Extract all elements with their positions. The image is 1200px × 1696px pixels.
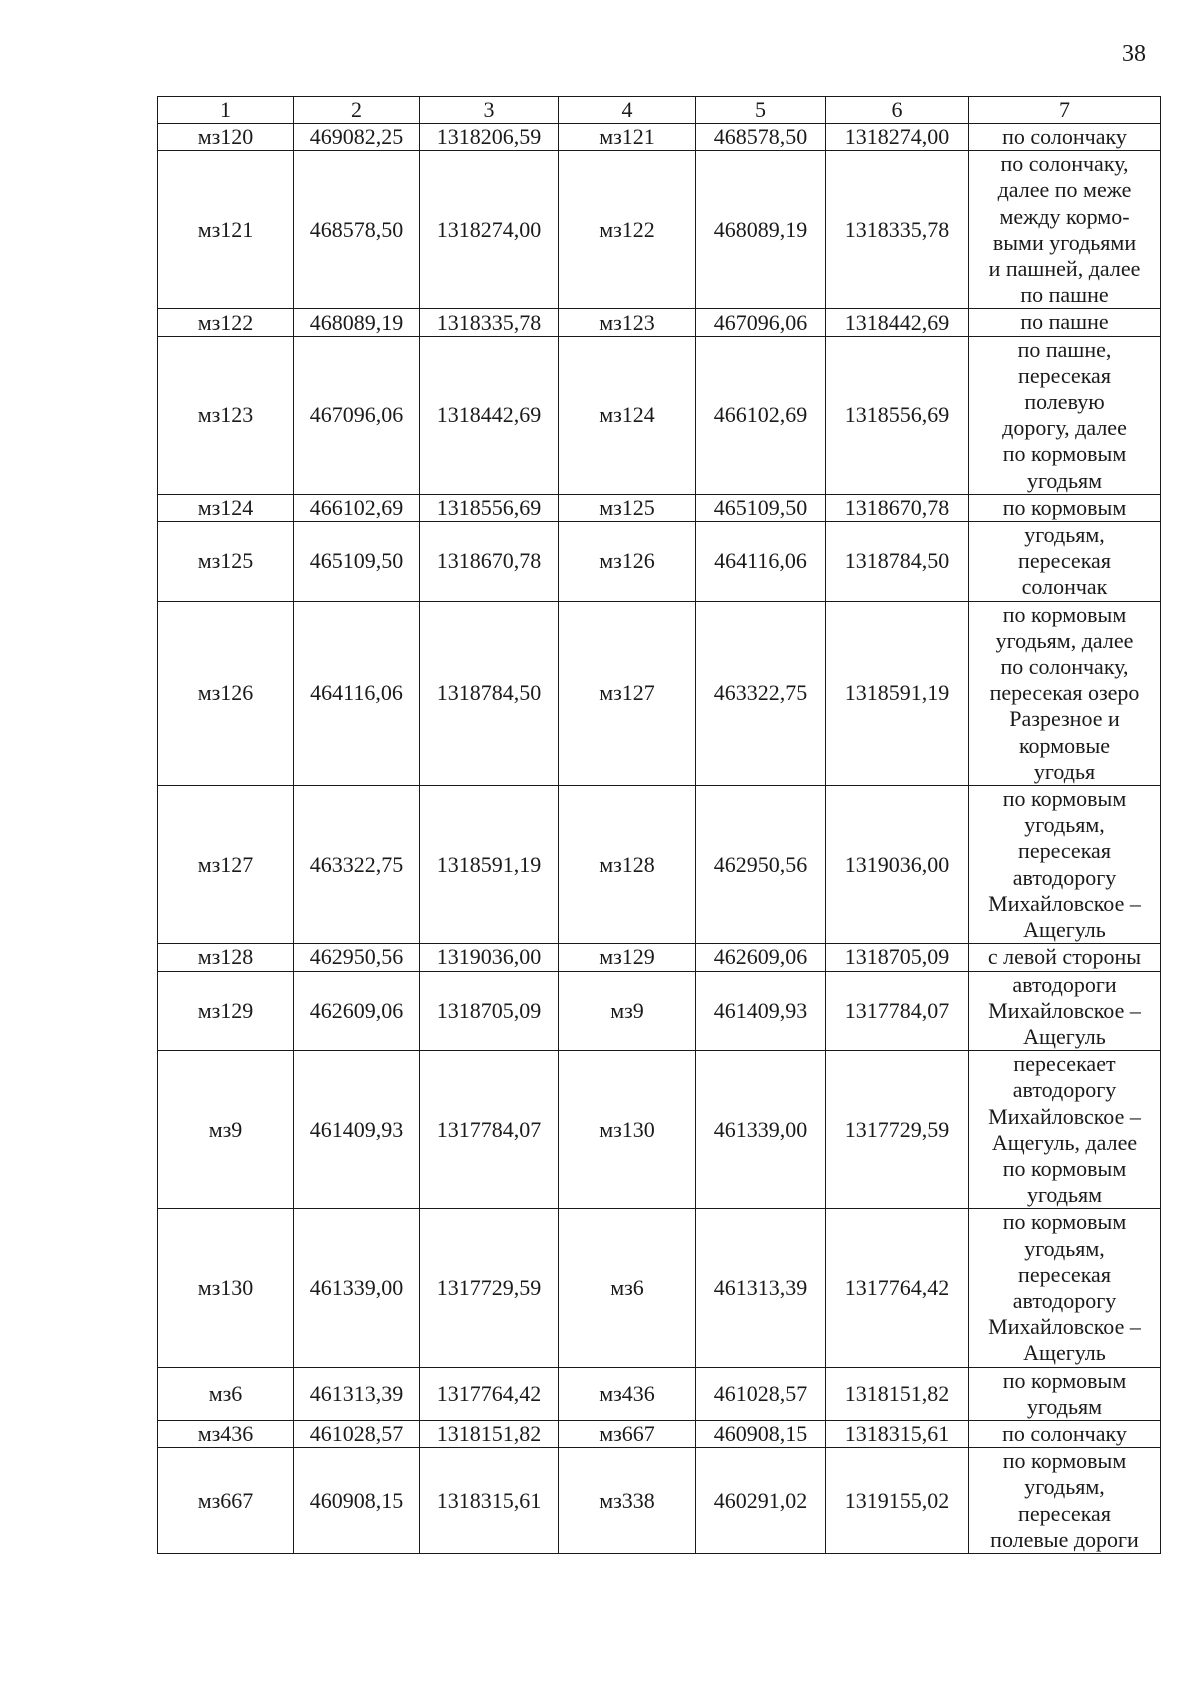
- description-cell: по пашне, пересекая полевую дорогу, далее по кормовым угодьям: [969, 336, 1161, 494]
- from-point-cell: мз123: [158, 336, 294, 494]
- description-cell: по кормовым угодьям, пересекая автодорогу Михайловское – Ащегуль: [969, 786, 1161, 944]
- table-row: [158, 944, 1161, 971]
- from-y-cell: 1318151,82: [420, 1420, 559, 1447]
- table-row: [158, 336, 1161, 494]
- column-header: 6: [826, 97, 969, 124]
- from-x-cell: 468089,19: [294, 309, 420, 336]
- from-x-cell: 467096,06: [294, 336, 420, 494]
- from-y-cell: 1317764,42: [420, 1367, 559, 1420]
- description-cell: по кормовым угодьям, далее по солончаку, пересекая озеро Разрезное и кормовые угодья: [969, 601, 1161, 785]
- description-cell: по солончаку: [969, 1420, 1161, 1447]
- table-row: [158, 151, 1161, 309]
- to-point-cell: мз129: [559, 944, 696, 971]
- boundary-coordinates-table: [157, 96, 1161, 1554]
- from-point-cell: мз9: [158, 1051, 294, 1209]
- to-y-cell: 1318442,69: [826, 309, 969, 336]
- description-cell: по кормовым угодьям, пересекая полевые дороги: [969, 1448, 1161, 1554]
- from-point-cell: мз436: [158, 1420, 294, 1447]
- to-y-cell: 1318151,82: [826, 1367, 969, 1420]
- from-point-cell: мз130: [158, 1209, 294, 1367]
- from-y-cell: 1318274,00: [420, 151, 559, 309]
- to-x-cell: 466102,69: [696, 336, 826, 494]
- from-x-cell: 461339,00: [294, 1209, 420, 1367]
- from-point-cell: мз667: [158, 1448, 294, 1554]
- from-point-cell: мз121: [158, 151, 294, 309]
- to-x-cell: 460908,15: [696, 1420, 826, 1447]
- to-point-cell: мз6: [559, 1209, 696, 1367]
- from-x-cell: 462950,56: [294, 944, 420, 971]
- page-number: 38: [1122, 41, 1146, 67]
- column-header: 1: [158, 97, 294, 124]
- table-row: [158, 601, 1161, 785]
- from-x-cell: 464116,06: [294, 601, 420, 785]
- table-row: [158, 1051, 1161, 1209]
- to-y-cell: 1318556,69: [826, 336, 969, 494]
- description-cell: автодороги Михайловское – Ащегуль: [969, 971, 1161, 1051]
- to-y-cell: 1319036,00: [826, 786, 969, 944]
- description-cell: пересекает автодорогу Михайловское – Ащегуль, далее по кормовым угодьям: [969, 1051, 1161, 1209]
- to-y-cell: 1318591,19: [826, 601, 969, 785]
- column-header: 3: [420, 97, 559, 124]
- to-point-cell: мз338: [559, 1448, 696, 1554]
- from-y-cell: 1317729,59: [420, 1209, 559, 1367]
- to-point-cell: мз126: [559, 522, 696, 602]
- to-point-cell: мз125: [559, 494, 696, 521]
- column-header: 2: [294, 97, 420, 124]
- description-cell: с левой стороны: [969, 944, 1161, 971]
- from-point-cell: мз124: [158, 494, 294, 521]
- from-x-cell: 461028,57: [294, 1420, 420, 1447]
- to-x-cell: 468089,19: [696, 151, 826, 309]
- from-point-cell: мз126: [158, 601, 294, 785]
- to-point-cell: мз436: [559, 1367, 696, 1420]
- to-x-cell: 462609,06: [696, 944, 826, 971]
- from-y-cell: 1318784,50: [420, 601, 559, 785]
- from-x-cell: 466102,69: [294, 494, 420, 521]
- description-cell: угодьям, пересекая солончак: [969, 522, 1161, 602]
- to-x-cell: 460291,02: [696, 1448, 826, 1554]
- to-y-cell: 1318335,78: [826, 151, 969, 309]
- to-x-cell: 468578,50: [696, 124, 826, 151]
- to-x-cell: 467096,06: [696, 309, 826, 336]
- from-x-cell: 468578,50: [294, 151, 420, 309]
- table-header-row: [158, 97, 1161, 124]
- to-y-cell: 1318784,50: [826, 522, 969, 602]
- to-point-cell: мз128: [559, 786, 696, 944]
- description-cell: по кормовым угодьям: [969, 1367, 1161, 1420]
- to-x-cell: 462950,56: [696, 786, 826, 944]
- from-y-cell: 1318315,61: [420, 1448, 559, 1554]
- to-point-cell: мз121: [559, 124, 696, 151]
- to-x-cell: 465109,50: [696, 494, 826, 521]
- to-y-cell: 1317784,07: [826, 971, 969, 1051]
- description-cell: по пашне: [969, 309, 1161, 336]
- table-row: [158, 124, 1161, 151]
- table-row: [158, 1209, 1161, 1367]
- to-point-cell: мз9: [559, 971, 696, 1051]
- to-x-cell: 463322,75: [696, 601, 826, 785]
- description-cell: по кормовым угодьям, пересекая автодорогу Михайловское – Ащегуль: [969, 1209, 1161, 1367]
- to-point-cell: мз122: [559, 151, 696, 309]
- to-point-cell: мз667: [559, 1420, 696, 1447]
- to-x-cell: 461339,00: [696, 1051, 826, 1209]
- to-y-cell: 1318274,00: [826, 124, 969, 151]
- to-y-cell: 1319155,02: [826, 1448, 969, 1554]
- from-point-cell: мз127: [158, 786, 294, 944]
- to-y-cell: 1318670,78: [826, 494, 969, 521]
- from-y-cell: 1318442,69: [420, 336, 559, 494]
- description-cell: по кормовым: [969, 494, 1161, 521]
- to-x-cell: 464116,06: [696, 522, 826, 602]
- to-point-cell: мз127: [559, 601, 696, 785]
- from-x-cell: 462609,06: [294, 971, 420, 1051]
- to-y-cell: 1318315,61: [826, 1420, 969, 1447]
- from-x-cell: 463322,75: [294, 786, 420, 944]
- to-x-cell: 461313,39: [696, 1209, 826, 1367]
- from-y-cell: 1318556,69: [420, 494, 559, 521]
- from-x-cell: 461313,39: [294, 1367, 420, 1420]
- column-header: 5: [696, 97, 826, 124]
- from-y-cell: 1318705,09: [420, 971, 559, 1051]
- from-x-cell: 465109,50: [294, 522, 420, 602]
- from-y-cell: 1318335,78: [420, 309, 559, 336]
- from-x-cell: 460908,15: [294, 1448, 420, 1554]
- description-cell: по солончаку: [969, 124, 1161, 151]
- column-header: 7: [969, 97, 1161, 124]
- from-point-cell: мз120: [158, 124, 294, 151]
- from-point-cell: мз122: [158, 309, 294, 336]
- from-point-cell: мз129: [158, 971, 294, 1051]
- to-point-cell: мз130: [559, 1051, 696, 1209]
- from-y-cell: 1318670,78: [420, 522, 559, 602]
- table-row: [158, 971, 1161, 1051]
- table-row: [158, 1420, 1161, 1447]
- table-row: [158, 1448, 1161, 1554]
- table-row: [158, 309, 1161, 336]
- from-y-cell: 1318591,19: [420, 786, 559, 944]
- table-row: [158, 786, 1161, 944]
- to-x-cell: 461028,57: [696, 1367, 826, 1420]
- table-row: [158, 1367, 1161, 1420]
- from-y-cell: 1318206,59: [420, 124, 559, 151]
- from-point-cell: мз128: [158, 944, 294, 971]
- to-y-cell: 1318705,09: [826, 944, 969, 971]
- to-y-cell: 1317729,59: [826, 1051, 969, 1209]
- from-y-cell: 1319036,00: [420, 944, 559, 971]
- to-point-cell: мз123: [559, 309, 696, 336]
- from-y-cell: 1317784,07: [420, 1051, 559, 1209]
- to-x-cell: 461409,93: [696, 971, 826, 1051]
- from-x-cell: 461409,93: [294, 1051, 420, 1209]
- column-header: 4: [559, 97, 696, 124]
- from-x-cell: 469082,25: [294, 124, 420, 151]
- table-row: [158, 522, 1161, 602]
- from-point-cell: мз125: [158, 522, 294, 602]
- description-cell: по солончаку, далее по меже между кормо- выми угодьями и пашней, далее по пашне: [969, 151, 1161, 309]
- table-row: [158, 494, 1161, 521]
- to-point-cell: мз124: [559, 336, 696, 494]
- from-point-cell: мз6: [158, 1367, 294, 1420]
- to-y-cell: 1317764,42: [826, 1209, 969, 1367]
